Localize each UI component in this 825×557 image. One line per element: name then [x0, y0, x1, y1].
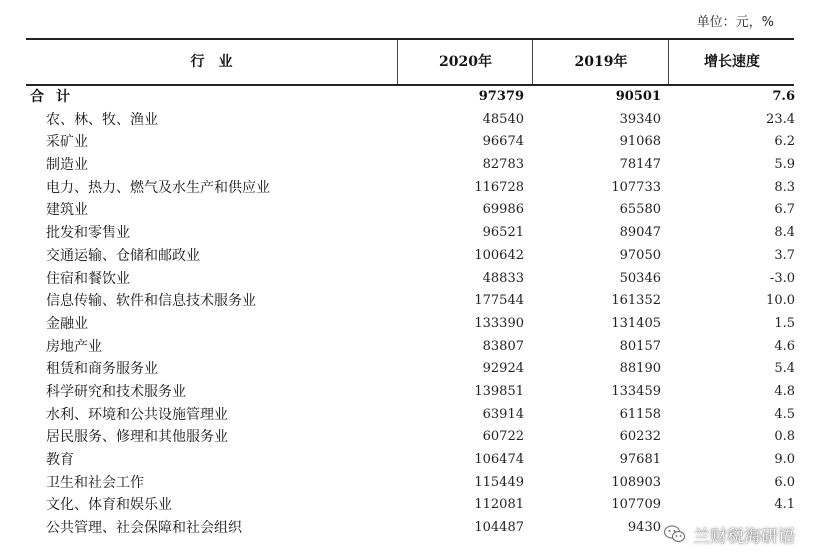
total-growth: 7.6	[772, 89, 795, 104]
total-row	[26, 86, 794, 109]
growth-rate: 6.0	[774, 474, 795, 490]
industry-name: 科学研究和技术服务业	[46, 383, 186, 400]
value-2020: 139851	[474, 383, 524, 399]
value-2020: 63914	[482, 406, 524, 422]
value-2020: 116728	[474, 179, 524, 195]
value-2020: 115449	[474, 474, 524, 490]
growth-rate: 4.5	[774, 406, 795, 422]
unit-label: 单位：元，%	[696, 15, 774, 30]
value-2020: 104487	[474, 520, 524, 536]
value-2019: 108903	[611, 474, 661, 490]
table-row	[26, 426, 794, 449]
industry-name: 采矿业	[46, 134, 88, 151]
value-2020: 48833	[482, 270, 524, 286]
table-row	[26, 404, 794, 427]
table-row	[26, 358, 794, 381]
table-row	[26, 154, 794, 177]
industry-name: 居民服务、修理和其他服务业	[46, 429, 228, 446]
industry-name: 公共管理、社会保障和社会组织	[46, 520, 242, 537]
growth-rate: 0.8	[774, 429, 795, 445]
industry-name: 文化、体育和娱乐业	[46, 497, 172, 514]
value-2020: 92924	[482, 361, 524, 377]
header-2020: 2020年	[397, 40, 533, 84]
value-2019: 107709	[611, 497, 661, 513]
growth-rate: 9.0	[774, 452, 795, 467]
table-row	[26, 199, 794, 222]
value-2019: 131405	[611, 315, 661, 331]
industry-name: 建筑业	[46, 202, 88, 219]
industry-name: 金融业	[46, 315, 88, 332]
value-2019: 9430	[627, 520, 661, 536]
table-row	[26, 177, 794, 200]
value-2019: 78147	[619, 157, 661, 173]
value-2020: 96521	[482, 225, 524, 241]
growth-rate: 4.1	[774, 497, 795, 513]
value-2019: 91068	[619, 134, 661, 150]
table-row	[26, 472, 794, 495]
growth-rate: 3.7	[774, 247, 795, 263]
table-row	[26, 449, 794, 472]
value-2019: 61158	[619, 406, 661, 422]
table-row	[26, 222, 794, 245]
value-2019: 60232	[619, 429, 661, 445]
growth-rate: 4.6	[774, 338, 795, 354]
table-row	[26, 494, 794, 517]
table-header	[26, 38, 794, 86]
table-row	[26, 336, 794, 359]
value-2019: 107733	[611, 179, 661, 195]
industry-name: 农、林、牧、渔业	[46, 111, 158, 128]
growth-rate: 1.5	[774, 315, 795, 331]
industry-name: 信息传输、软件和信息技术服务业	[46, 293, 256, 310]
value-2020: 69986	[482, 202, 524, 218]
watermark-text: 兰财税海研语	[693, 526, 795, 547]
growth-rate: 5.9	[774, 157, 795, 173]
table-row	[26, 290, 794, 313]
header-2019: 2019年	[532, 40, 669, 84]
table-row	[26, 381, 794, 404]
header-industry: 行业	[190, 54, 247, 70]
total-2020: 97379	[478, 89, 524, 104]
table-row	[26, 109, 794, 132]
industry-name: 制造业	[46, 157, 88, 174]
value-2019: 97050	[619, 247, 661, 263]
value-2019: 133459	[611, 383, 661, 399]
value-2019: 88190	[619, 361, 661, 377]
growth-rate: 6.2	[774, 134, 795, 150]
value-2020: 112081	[474, 497, 524, 513]
value-2019: 89047	[619, 225, 661, 241]
growth-rate: 5.4	[774, 361, 795, 377]
growth-rate: 23.4	[766, 111, 795, 127]
industry-name: 住宿和餐饮业	[46, 270, 130, 287]
watermark	[663, 521, 795, 547]
industry-name: 电力、热力、燃气及水生产和供应业	[46, 179, 270, 196]
table-row	[26, 313, 794, 336]
value-2020: 96674	[482, 134, 524, 150]
industry-name: 教育	[46, 452, 74, 468]
value-2020: 106474	[474, 452, 524, 467]
value-2020: 100642	[474, 247, 524, 263]
growth-rate: 6.7	[774, 202, 795, 218]
wage-table	[26, 38, 794, 540]
industry-name: 批发和零售业	[46, 225, 130, 242]
growth-rate: 10.0	[766, 293, 795, 309]
value-2020: 177544	[474, 293, 524, 309]
value-2020: 133390	[474, 315, 524, 331]
header-growth: 增长速度	[668, 40, 795, 84]
table-row	[26, 131, 794, 154]
value-2019: 161352	[611, 293, 661, 309]
value-2019: 80157	[619, 338, 661, 354]
value-2020: 83807	[482, 338, 524, 354]
industry-name: 房地产业	[46, 338, 102, 355]
table-body	[26, 86, 794, 540]
growth-rate: 8.4	[774, 225, 795, 241]
industry-name: 卫生和社会工作	[46, 474, 144, 491]
total-name: 合计	[30, 89, 82, 105]
industry-name: 交通运输、仓储和邮政业	[46, 247, 200, 264]
value-2019: 50346	[619, 270, 661, 286]
industry-name: 租赁和商务服务业	[46, 361, 158, 378]
value-2019: 39340	[619, 111, 661, 127]
growth-rate: 4.8	[774, 383, 795, 399]
industry-name: 水利、环境和公共设施管理业	[46, 406, 228, 423]
table-row	[26, 245, 794, 268]
table-row	[26, 268, 794, 291]
growth-rate: -3.0	[769, 270, 795, 286]
total-2019: 90501	[615, 89, 661, 104]
growth-rate: 8.3	[774, 179, 795, 195]
value-2020: 60722	[482, 429, 524, 445]
value-2019: 65580	[619, 202, 661, 218]
value-2019: 97681	[619, 452, 661, 467]
wechat-icon	[663, 522, 687, 546]
value-2020: 82783	[482, 157, 524, 173]
value-2020: 48540	[482, 111, 524, 127]
